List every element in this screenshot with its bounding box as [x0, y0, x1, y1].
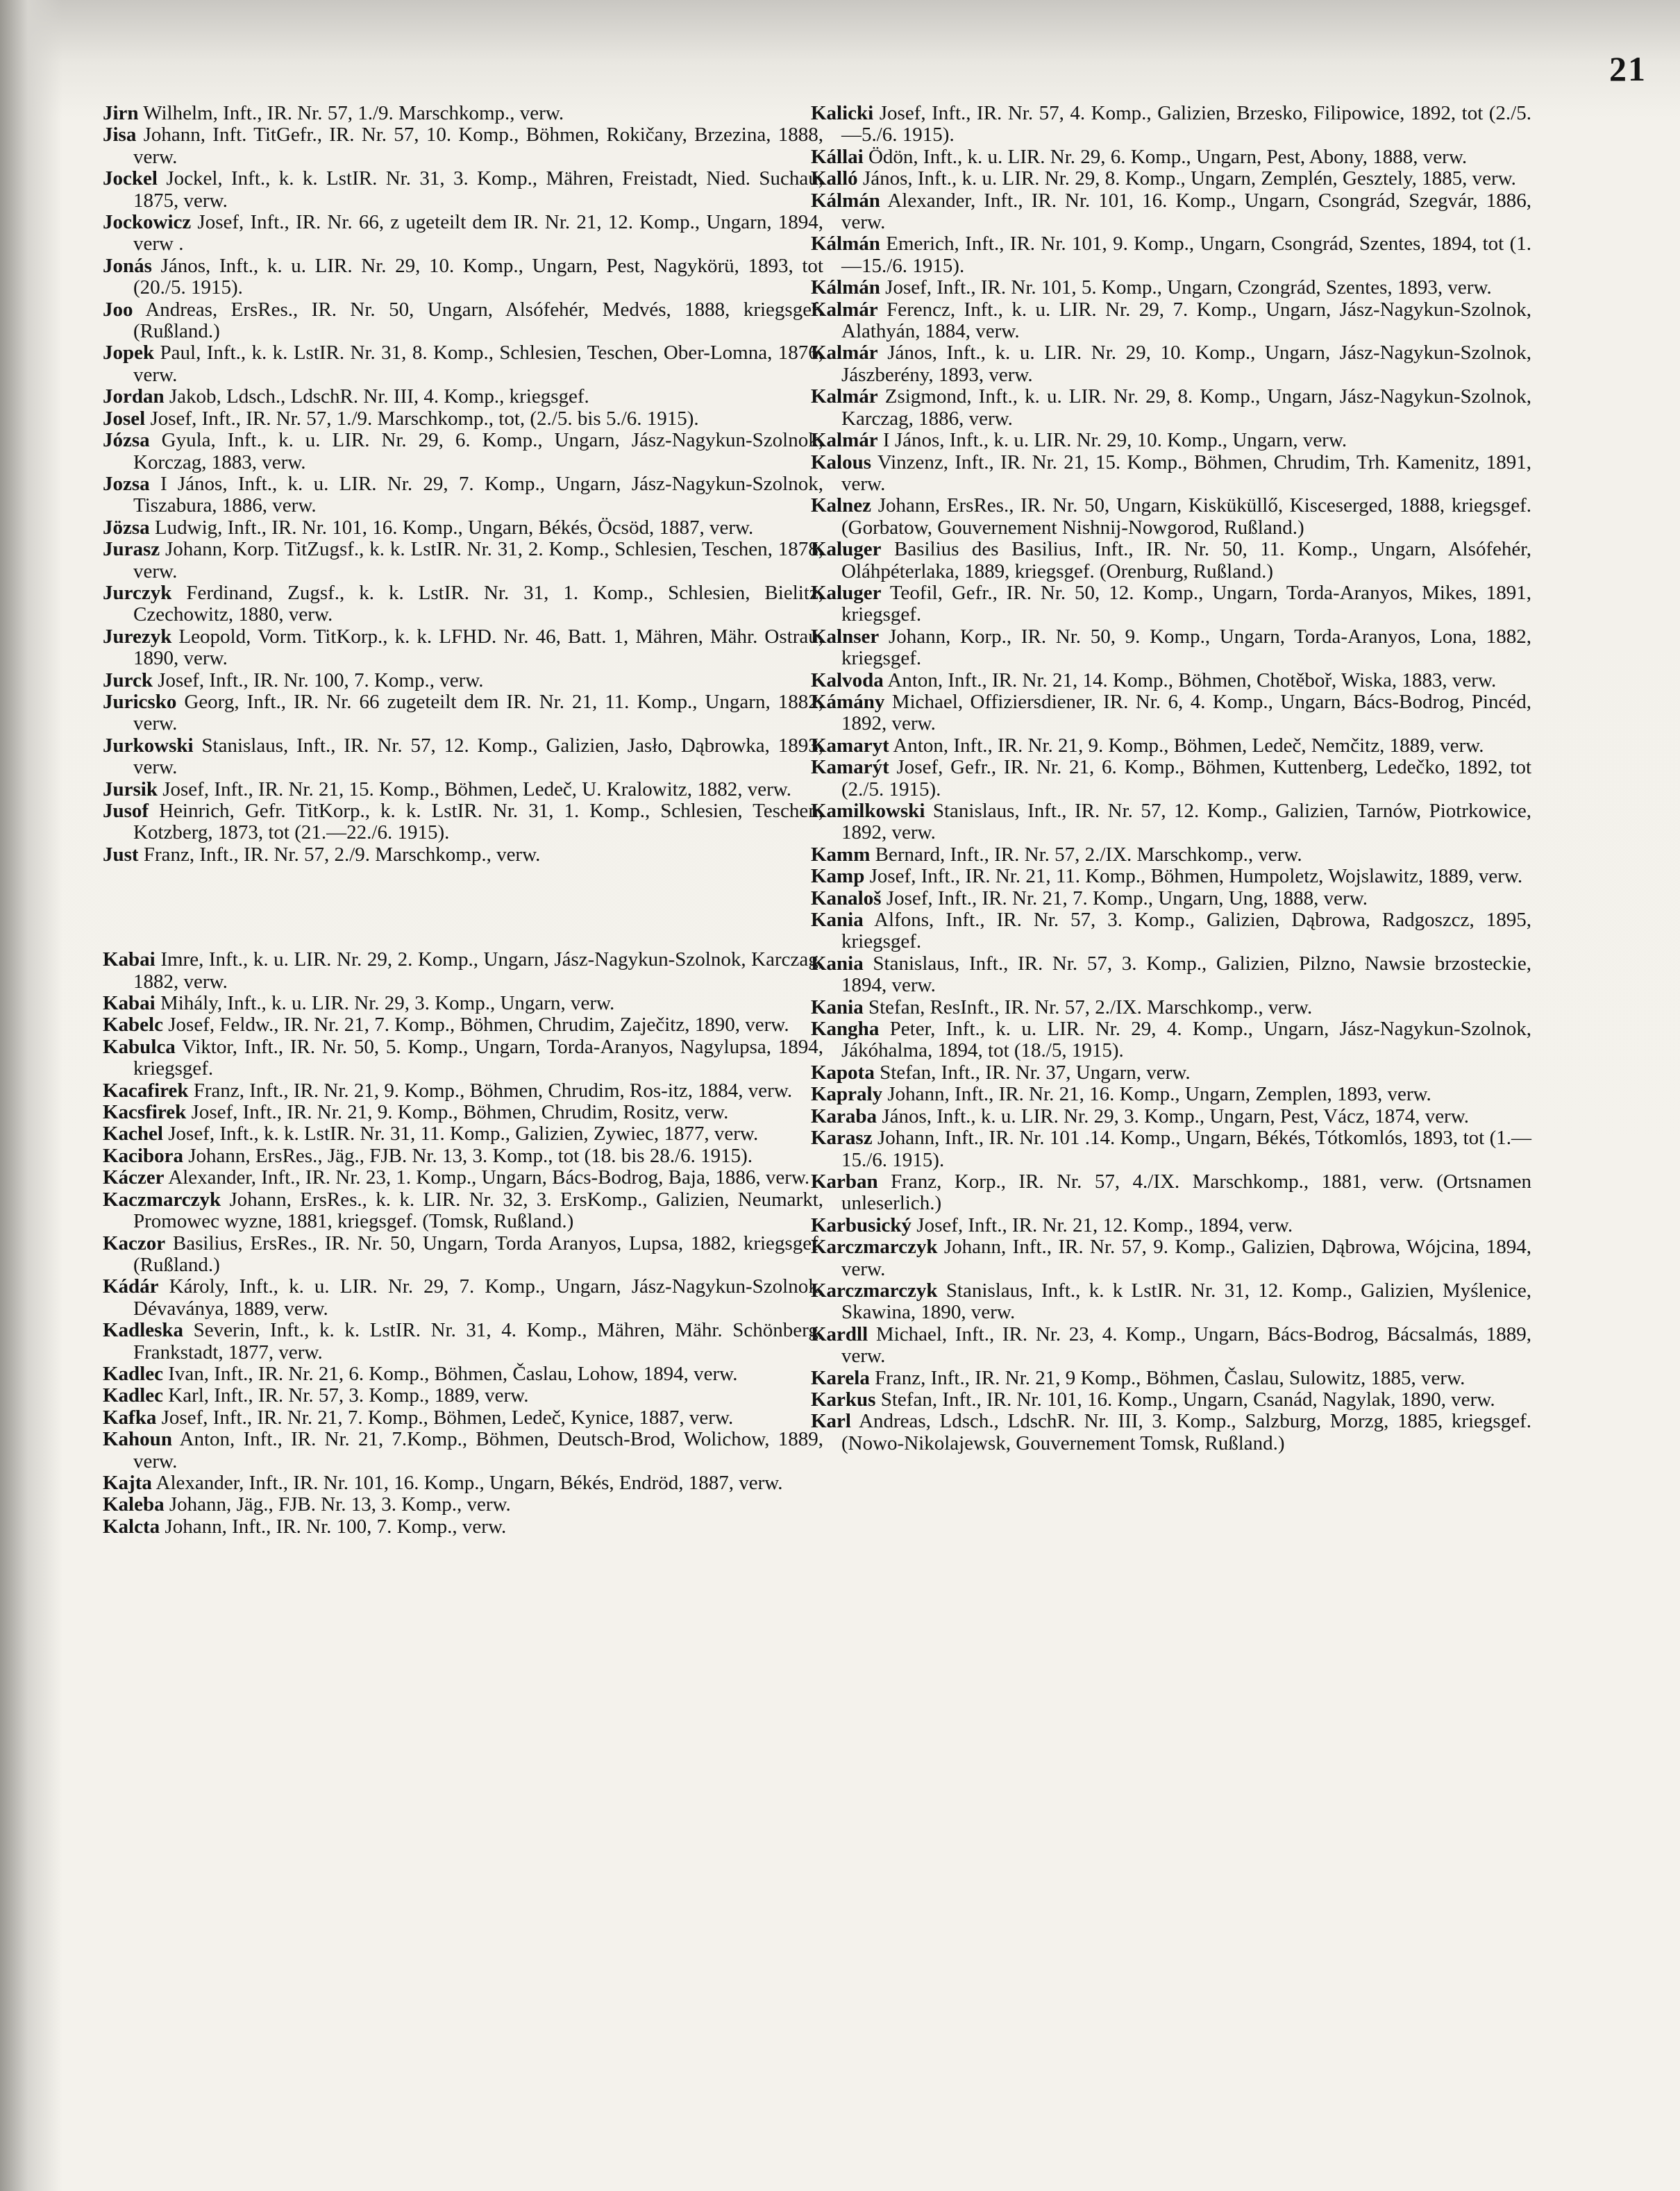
casualty-entry: [103, 670, 823, 691]
surname: Kachel: [103, 1123, 163, 1145]
casualty-entry: [811, 997, 1531, 1018]
surname: Kalous: [811, 451, 872, 473]
entry-details: Jakob, Ldsch., LdschR. Nr. III, 4. Komp., kriegsgef.: [164, 385, 589, 408]
casualty-entry: [103, 735, 823, 779]
casualty-entry: [103, 539, 823, 582]
entry-details: Josef, Feldw., IR. Nr. 21, 7. Komp., Böhmen, Chrudim, Zaječitz, 1890, verw.: [163, 1014, 789, 1036]
entry-details: Michael, Inft., IR. Nr. 23, 4. Komp., Ungarn, Bács-Bodrog, Bácsalmás, 1889, verw.: [841, 1323, 1531, 1368]
casualty-entry: [103, 1014, 823, 1036]
surname: Jockowicz: [103, 211, 192, 234]
casualty-entry: [103, 1320, 823, 1363]
casualty-entry: [811, 495, 1531, 539]
casualty-entry: [103, 103, 823, 124]
surname: Kahoun: [103, 1428, 172, 1451]
entry-details: Basilius des Basilius, Inft., IR. Nr. 50, 11. Komp., Ungarn, Alsófehér, Oláhpéterlaka, 1889, kriegsgef. (Orenburg, Rußland.): [841, 538, 1531, 582]
entry-details: Johann, ErsRes., Jäg., FJB. Nr. 13, 3. Komp., tot (18. bis 28./6. 1915).: [183, 1144, 753, 1167]
casualty-entry: [103, 168, 823, 212]
casualty-entry: [811, 146, 1531, 168]
surname: Kamilkowski: [811, 800, 925, 822]
surname: Kalvoda: [811, 669, 884, 691]
entry-details: Johann, Inft., IR. Nr. 100, 7. Komp., verw.: [160, 1515, 507, 1538]
casualty-entry: [811, 168, 1531, 190]
entry-details: Ivan, Inft., IR. Nr. 21, 6. Komp., Böhmen, Časlau, Lohow, 1894, verw.: [163, 1362, 738, 1385]
casualty-entry: [811, 1084, 1531, 1105]
surname: Józsa: [103, 429, 150, 452]
entry-details: János, Inft., k. u. LIR. Nr. 29, 3. Komp., Ungarn, Pest, Vácz, 1874, verw.: [877, 1105, 1470, 1127]
surname: Karasz: [811, 1127, 873, 1150]
entry-details: Ferencz, Inft., k. u. LIR. Nr. 29, 7. Komp., Ungarn, Jász-Nagykun-Szolnok, Alathyán, 1884, verw.: [841, 298, 1531, 343]
entry-details: Bernard, Inft., IR. Nr. 57, 2./IX. Marschkomp., verw.: [870, 843, 1302, 866]
surname: Kangha: [811, 1018, 880, 1041]
surname: Karczmarczyk: [811, 1236, 938, 1259]
surname: Jonás: [103, 254, 152, 277]
entry-details: Wilhelm, Inft., IR. Nr. 57, 1./9. Marschkomp., verw.: [138, 102, 564, 124]
surname: Jordan: [103, 385, 165, 408]
entry-details: Johann, Jäg., FJB. Nr. 13, 3. Komp., verw.: [164, 1493, 511, 1516]
casualty-entry: [103, 1494, 823, 1516]
casualty-entry: [103, 1516, 823, 1538]
surname: Josel: [103, 407, 146, 430]
entry-details: Stanislaus, Inft., IR. Nr. 57, 3. Komp., Galizien, Pilzno, Nawsie brzosteckie, 1894, verw.: [841, 952, 1531, 997]
surname: Jurasz: [103, 538, 160, 561]
surname: Kadlec: [103, 1362, 163, 1385]
surname: Kacafirek: [103, 1079, 189, 1102]
casualty-entry: [811, 626, 1531, 670]
casualty-entry: [811, 888, 1531, 909]
casualty-entry: [811, 386, 1531, 430]
entry-details: Ödön, Inft., k. u. LIR. Nr. 29, 6. Komp., Ungarn, Pest, Abony, 1888, verw.: [863, 145, 1468, 168]
left-column: [103, 103, 823, 1538]
casualty-entry: [811, 1106, 1531, 1127]
surname: Karbusický: [811, 1214, 912, 1236]
casualty-entry: [103, 1167, 823, 1189]
entry-details: Alexander, Inft., IR. Nr. 101, 16. Komp., Ungarn, Békés, Endröd, 1887, verw.: [151, 1471, 783, 1494]
entry-list-right: [811, 103, 1531, 1454]
surname: Jurczyk: [103, 581, 172, 604]
surname: Karela: [811, 1366, 870, 1389]
surname: Juricsko: [103, 690, 177, 713]
surname: Kaczor: [103, 1232, 166, 1254]
entry-details: Heinrich, Gefr. TitKorp., k. k. LstIR. Nr. 31, 1. Komp., Schlesien, Teschen, Kotzberg, 1873, tot (21.—22./6. 1915).: [133, 800, 823, 844]
entry-details: Zsigmond, Inft., k. u. LIR. Nr. 29, 8. Komp., Ungarn, Jász-Nagykun-Szolnok, Karczag, 1886, verw.: [841, 385, 1531, 430]
entry-details: Josef, Gefr., IR. Nr. 21, 6. Komp., Böhmen, Kuttenberg, Ledečko, 1892, tot (2./5. 1915).: [841, 756, 1531, 800]
entry-details: Andreas, ErsRes., IR. Nr. 50, Ungarn, Alsófehér, Medvés, 1888, kriegsgef. (Rußland.): [133, 298, 823, 343]
surname: Kanaloš: [811, 887, 882, 909]
entry-details: Josef, Inft., IR. Nr. 21, 12. Komp., 1894, verw.: [912, 1214, 1293, 1236]
surname: Kardll: [811, 1323, 868, 1345]
surname: Kalmár: [811, 429, 878, 452]
casualty-entry: [811, 1236, 1531, 1280]
entry-details: I János, Inft., k. u. LIR. Nr. 29, 10. Komp., Ungarn, verw.: [877, 429, 1347, 452]
entry-details: Karl, Inft., IR. Nr. 57, 3. Komp., 1889, verw.: [163, 1384, 529, 1407]
entry-details: Johann, Inft., IR. Nr. 101 .14. Komp., Ungarn, Békés, Tótkomlós, 1893, tot (1.—15./6. 1915).: [841, 1127, 1531, 1171]
casualty-entry: [811, 539, 1531, 582]
entry-list-j: [103, 103, 823, 866]
surname: Just: [103, 843, 139, 866]
entry-details: Alexander, Inft., IR. Nr. 101, 16. Komp., Ungarn, Csongrád, Szegvár, 1886, verw.: [841, 189, 1531, 234]
casualty-entry: [811, 1062, 1531, 1084]
entry-details: Stefan, ResInft., IR. Nr. 57, 2./IX. Marschkomp., verw.: [863, 996, 1313, 1018]
surname: Kabulca: [103, 1035, 176, 1058]
surname: Kabai: [103, 948, 156, 971]
casualty-entry: [811, 1018, 1531, 1062]
casualty-entry: [811, 1389, 1531, 1411]
casualty-entry: [103, 1102, 823, 1123]
surname: Kálmán: [811, 276, 880, 299]
entry-details: Josef, Inft., IR. Nr. 21, 11. Komp., Böhmen, Humpoletz, Wojslawitz, 1889, verw.: [864, 865, 1523, 888]
entry-details: Franz, Korp., IR. Nr. 57, 4./IX. Marschkomp., 1881, verw. (Ortsnamen unleserlich.): [841, 1170, 1531, 1215]
entry-details: Franz, Inft., IR. Nr. 57, 2./9. Marschkomp., verw.: [138, 843, 541, 866]
casualty-entry: [811, 757, 1531, 800]
casualty-entry: [103, 255, 823, 299]
casualty-entry: [103, 993, 823, 1014]
casualty-entry: [103, 1429, 823, 1472]
surname: Kaleba: [103, 1493, 165, 1516]
surname: Kamp: [811, 865, 865, 888]
casualty-entry: [811, 691, 1531, 735]
casualty-entry: [103, 1233, 823, 1277]
casualty-entry: [811, 430, 1531, 451]
surname: Kalicki: [811, 102, 874, 124]
surname: Jozsa: [103, 472, 150, 495]
surname: Kámány: [811, 690, 885, 713]
entry-details: Vinzenz, Inft., IR. Nr. 21, 15. Komp., Böhmen, Chrudim, Trh. Kamenitz, 1891, verw.: [841, 451, 1531, 495]
entry-details: Georg, Inft., IR. Nr. 66 zugeteilt dem IR. Nr. 21, 11. Komp., Ungarn, 1882, verw.: [133, 690, 823, 735]
entry-details: Anton, Inft., IR. Nr. 21, 14. Komp., Böhmen, Chotěboř, Wiska, 1883, verw.: [883, 669, 1497, 691]
surname: Jurezyk: [103, 625, 172, 648]
entry-details: Josef, Inft., IR. Nr. 21, 9. Komp., Böhmen, Chrudim, Rositz, verw.: [186, 1101, 729, 1124]
casualty-entry: [103, 342, 823, 386]
entry-details: Peter, Inft., k. u. LIR. Nr. 29, 4. Komp., Ungarn, Jász-Nagykun-Szolnok, Jákóhalma, 1894, tot (18./5, 1915).: [841, 1018, 1531, 1062]
casualty-entry: [811, 1127, 1531, 1171]
entry-details: Teofil, Gefr., IR. Nr. 50, 12. Komp., Ungarn, Torda-Aranyos, Mikes, 1891, kriegsgef.: [841, 581, 1531, 626]
entry-details: Ludwig, Inft., IR. Nr. 101, 16. Komp., Ungarn, Békés, Öcsöd, 1887, verw.: [149, 516, 754, 539]
surname: Kálmán: [811, 233, 880, 255]
entry-details: Imre, Inft., k. u. LIR. Nr. 29, 2. Komp., Ungarn, Jász-Nagykun-Szolnok, Karczag, 1882, verw.: [133, 948, 823, 993]
casualty-entry: [811, 1215, 1531, 1236]
entry-details: Johann, ErsRes., IR. Nr. 50, Ungarn, Kisküküllő, Kisceserged, 1888, kriegsgef. (Gorbatow, Gouvernement Nishnij-Nowgorod, Rußland.): [841, 494, 1531, 539]
casualty-entry: [103, 800, 823, 844]
casualty-entry: [103, 1036, 823, 1080]
surname: Kamm: [811, 843, 871, 866]
casualty-entry: [811, 342, 1531, 386]
casualty-entry: [811, 1324, 1531, 1368]
entry-details: Stanislaus, Inft., IR. Nr. 57, 12. Komp., Galizien, Tarnów, Piotrkowice, 1892, verw.: [841, 800, 1531, 844]
entry-details: Severin, Inft., k. k. LstIR. Nr. 31, 4. Komp., Mähren, Mähr. Schönberg, Frankstadt, 1877, verw.: [133, 1319, 823, 1363]
entry-details: János, Inft., k. u. LIR. Nr. 29, 10. Komp., Ungarn, Pest, Nagykörü, 1893, tot (20./5. 1915).: [133, 254, 823, 299]
casualty-entry: [103, 299, 823, 343]
entry-details: Josef, Inft., IR. Nr. 21, 7. Komp., Ungarn, Ung, 1888, verw.: [881, 887, 1368, 909]
entry-details: Jockel, Inft., k. k. LstIR. Nr. 31, 3. Komp., Mähren, Freistadt, Nied. Suchau, 1875, verw.: [133, 167, 823, 212]
surname: Kacsfirek: [103, 1101, 187, 1124]
casualty-entry: [103, 1385, 823, 1407]
surname: Kaczmarczyk: [103, 1188, 221, 1211]
right-column: [811, 103, 1531, 1454]
entry-details: Paul, Inft., k. k. LstIR. Nr. 31, 8. Komp., Schlesien, Teschen, Ober-Lomna, 1876, verw.: [133, 342, 823, 386]
surname: Kamaryt: [811, 734, 889, 757]
surname: Kadlec: [103, 1384, 163, 1407]
entry-details: Leopold, Vorm. TitKorp., k. k. LFHD. Nr. 46, Batt. 1, Mähren, Mähr. Ostrau, 1890, verw.: [133, 625, 823, 670]
section-gap: [103, 866, 823, 949]
surname: Kacibora: [103, 1144, 183, 1167]
entry-details: Johann, ErsRes., k. k. LIR. Nr. 32, 3. ErsKomp., Galizien, Neumarkt, Promowec wyzne, 1881, kriegsgef. (Tomsk, Rußland.): [133, 1188, 823, 1233]
casualty-entry: [811, 844, 1531, 866]
entry-details: Josef, Inft., k. k. LstIR. Nr. 31, 11. Komp., Galizien, Zywiec, 1877, verw.: [163, 1123, 759, 1145]
casualty-entry: [811, 866, 1531, 887]
casualty-entry: [103, 626, 823, 670]
entry-details: Mihály, Inft., k. u. LIR. Nr. 29, 3. Komp., Ungarn, verw.: [155, 992, 615, 1015]
casualty-entry: [103, 1145, 823, 1167]
casualty-entry: [103, 1472, 823, 1494]
entry-details: Alexander, Inft., IR. Nr. 23, 1. Komp., Ungarn, Bács-Bodrog, Baja, 1886, verw.: [164, 1166, 810, 1189]
entry-details: Stanislaus, Inft., k. k LstIR. Nr. 31, 12. Komp., Galizien, Myślenice, Skawina, 1890, verw.: [841, 1279, 1531, 1324]
casualty-entry: [811, 299, 1531, 343]
entry-details: Josef, Inft., IR. Nr. 100, 7. Komp., verw.: [152, 669, 484, 691]
surname: Kalló: [811, 167, 858, 190]
entry-details: Alfons, Inft., IR. Nr. 57, 3. Komp., Galizien, Dąbrowa, Radgoszcz, 1895, kriegsgef.: [841, 909, 1531, 953]
entry-details: Károly, Inft., k. u. LIR. Nr. 29, 7. Komp., Ungarn, Jász-Nagykun-Szolnok, Dévaványa, 1889, verw.: [133, 1275, 823, 1320]
casualty-entry: [103, 582, 823, 626]
entry-details: Andreas, Ldsch., LdschR. Nr. III, 3. Komp., Salzburg, Morzg, 1885, kriegsgef. (Nowo-Nikolajewsk, Gouvernement Tomsk, Rußland.): [841, 1410, 1531, 1454]
casualty-entry: [811, 953, 1531, 997]
casualty-entry: [103, 1189, 823, 1233]
casualty-entry: [103, 1276, 823, 1320]
surname: Kania: [811, 909, 864, 932]
surname: Kádár: [103, 1275, 159, 1298]
surname: Joo: [103, 298, 133, 321]
surname: Kamarýt: [811, 756, 889, 779]
entry-details: Michael, Offiziersdiener, IR. Nr. 6, 4. Komp., Ungarn, Bács-Bodrog, Pincéd, 1892, verw.: [841, 690, 1531, 735]
surname: Kajta: [103, 1471, 152, 1494]
surname: Kaluger: [811, 538, 882, 561]
entry-list-k: [103, 949, 823, 1538]
casualty-entry: [103, 1080, 823, 1102]
entry-details: Josef, Inft., IR. Nr. 21, 15. Komp., Böhmen, Ledeč, U. Kralowitz, 1882, verw.: [157, 778, 792, 800]
page-number: 21: [1609, 49, 1647, 88]
casualty-entry: [103, 386, 823, 408]
entry-details: Johann, Inft., IR. Nr. 21, 16. Komp., Ungarn, Zemplen, 1893, verw.: [882, 1083, 1431, 1106]
surname: Kapraly: [811, 1083, 883, 1106]
casualty-entry: [103, 124, 823, 168]
entry-details: Stefan, Inft., IR. Nr. 101, 16. Komp., Ungarn, Csanád, Nagylak, 1890, verw.: [875, 1388, 1495, 1411]
entry-details: Franz, Inft., IR. Nr. 21, 9. Komp., Böhmen, Chrudim, Ros-itz, 1884, verw.: [188, 1079, 793, 1102]
casualty-entry: [811, 190, 1531, 234]
casualty-entry: [811, 1171, 1531, 1215]
surname: Kalcta: [103, 1515, 160, 1538]
surname: Kalnser: [811, 625, 880, 648]
entry-details: Stanislaus, Inft., IR. Nr. 57, 12. Komp., Galizien, Jasło, Dąbrowka, 1893, verw.: [133, 734, 823, 779]
entry-details: Josef, Inft., IR. Nr. 101, 5. Komp., Ungarn, Czongrád, Szentes, 1893, verw.: [880, 276, 1492, 299]
surname: Karban: [811, 1170, 878, 1193]
entry-details: Johann, Korp., IR. Nr. 50, 9. Komp., Ungarn, Torda-Aranyos, Lona, 1882, kriegsgef.: [841, 625, 1531, 670]
entry-details: Josef, Inft., IR. Nr. 21, 7. Komp., Böhmen, Ledeč, Kynice, 1887, verw.: [156, 1406, 734, 1429]
entry-details: János, Inft., k. u. LIR. Nr. 29, 10. Komp., Ungarn, Jász-Nagykun-Szolnok, Jászberény, 1893, verw.: [841, 342, 1531, 386]
casualty-entry: [811, 277, 1531, 299]
scan-shadow: [0, 0, 62, 2191]
surname: Kalmár: [811, 342, 878, 364]
casualty-entry: [103, 844, 823, 866]
entry-details: Franz, Inft., IR. Nr. 21, 9 Komp., Böhmen, Časlau, Sulowitz, 1885, verw.: [869, 1366, 1465, 1389]
entry-details: Gyula, Inft., k. u. LIR. Nr. 29, 6. Komp., Ungarn, Jász-Nagykun-Szolnok, Korczag, 1883, verw.: [133, 429, 823, 473]
casualty-entry: [811, 233, 1531, 277]
surname: Kapota: [811, 1061, 875, 1084]
surname: Jirn: [103, 102, 139, 124]
casualty-entry: [811, 103, 1531, 146]
casualty-entry: [103, 1363, 823, 1385]
entry-details: Viktor, Inft., IR. Nr. 50, 5. Komp., Ungarn, Torda-Aranyos, Nagylupsa, 1894, kriegsgef.: [133, 1035, 823, 1080]
casualty-entry: [103, 949, 823, 993]
surname: Kaluger: [811, 581, 882, 604]
surname: Káczer: [103, 1166, 165, 1189]
casualty-entry: [811, 1411, 1531, 1454]
entry-details: I János, Inft., k. u. LIR. Nr. 29, 7. Komp., Ungarn, Jász-Nagykun-Szolnok, Tiszabura, 1886, verw.: [133, 472, 823, 517]
entry-details: Stefan, Inft., IR. Nr. 37, Ungarn, verw.: [874, 1061, 1191, 1084]
entry-details: Josef, Inft., IR. Nr. 57, 1./9. Marschkomp., tot, (2./5. bis 5./6. 1915).: [145, 407, 699, 430]
surname: Jurkowski: [103, 734, 194, 757]
surname: Kania: [811, 996, 864, 1018]
surname: Kafka: [103, 1406, 157, 1429]
surname: Kabai: [103, 992, 156, 1015]
casualty-entry: [103, 1123, 823, 1145]
casualty-entry: [103, 430, 823, 473]
surname: Karaba: [811, 1105, 877, 1127]
casualty-entry: [811, 670, 1531, 691]
surname: Karczmarczyk: [811, 1279, 938, 1302]
entry-details: Josef, Inft., IR. Nr. 57, 4. Komp., Galizien, Brzesko, Filipowice, 1892, tot (2./5.—5./6. 1915).: [841, 102, 1531, 146]
casualty-entry: [811, 1280, 1531, 1324]
surname: Kálmán: [811, 189, 880, 212]
entry-details: Ferdinand, Zugsf., k. k. LstIR. Nr. 31, 1. Komp., Schlesien, Bielitz, Czechowitz, 1880, verw.: [133, 581, 823, 626]
surname: Kalmár: [811, 385, 878, 408]
entry-details: Johann, Inft. TitGefr., IR. Nr. 57, 10. Komp., Böhmen, Rokičany, Brzezina, 1888, verw.: [133, 124, 823, 168]
casualty-entry: [103, 517, 823, 539]
surname: Jopek: [103, 342, 155, 364]
surname: Jözsa: [103, 516, 150, 539]
casualty-entry: [811, 800, 1531, 844]
casualty-entry: [811, 735, 1531, 757]
surname: Kalnez: [811, 494, 871, 517]
entry-details: Josef, Inft., IR. Nr. 66, z ugeteilt dem IR. Nr. 21, 12. Komp., Ungarn, 1894, verw .: [133, 211, 823, 255]
entry-details: Emerich, Inft., IR. Nr. 101, 9. Komp., Ungarn, Csongrád, Szentes, 1894, tot (1.—15./6. 1915).: [841, 233, 1531, 277]
entry-details: Johann, Inft., IR. Nr. 57, 9. Komp., Galizien, Dąbrowa, Wójcina, 1894, verw.: [841, 1236, 1531, 1280]
casualty-entry: [103, 408, 823, 430]
surname: Kadleska: [103, 1319, 184, 1342]
surname: Kalmár: [811, 298, 878, 321]
surname: Kania: [811, 952, 864, 975]
casualty-entry: [103, 473, 823, 517]
surname: Jusof: [103, 800, 149, 822]
entry-details: Anton, Inft., IR. Nr. 21, 7.Komp., Böhmen, Deutsch-Brod, Wolichow, 1889, verw.: [133, 1428, 823, 1472]
surname: Kabelc: [103, 1014, 163, 1036]
entry-details: János, Inft., k. u. LIR. Nr. 29, 8. Komp., Ungarn, Zemplén, Gesztely, 1885, verw.: [857, 167, 1516, 190]
entry-details: Johann, Korp. TitZugsf., k. k. LstIR. Nr. 31, 2. Komp., Schlesien, Teschen, 1878, verw.: [133, 538, 823, 582]
surname: Kállai: [811, 145, 864, 168]
casualty-entry: [103, 1407, 823, 1429]
casualty-entry: [103, 691, 823, 735]
casualty-entry: [811, 452, 1531, 496]
surname: Jisa: [103, 124, 137, 146]
casualty-entry: [811, 1368, 1531, 1389]
surname: Karl: [811, 1410, 851, 1433]
casualty-entry: [811, 909, 1531, 953]
surname: Jockel: [103, 167, 158, 190]
casualty-entry: [811, 582, 1531, 626]
casualty-entry: [103, 212, 823, 255]
surname: Karkus: [811, 1388, 876, 1411]
casualty-entry: [103, 779, 823, 800]
entry-details: Anton, Inft., IR. Nr. 21, 9. Komp., Böhmen, Ledeč, Nemčitz, 1889, verw.: [889, 734, 1484, 757]
surname: Jursik: [103, 778, 158, 800]
entry-details: Basilius, ErsRes., IR. Nr. 50, Ungarn, Torda Aranyos, Lupsa, 1882, kriegsgef. (Rußland.): [133, 1232, 823, 1276]
surname: Jurck: [103, 669, 153, 691]
